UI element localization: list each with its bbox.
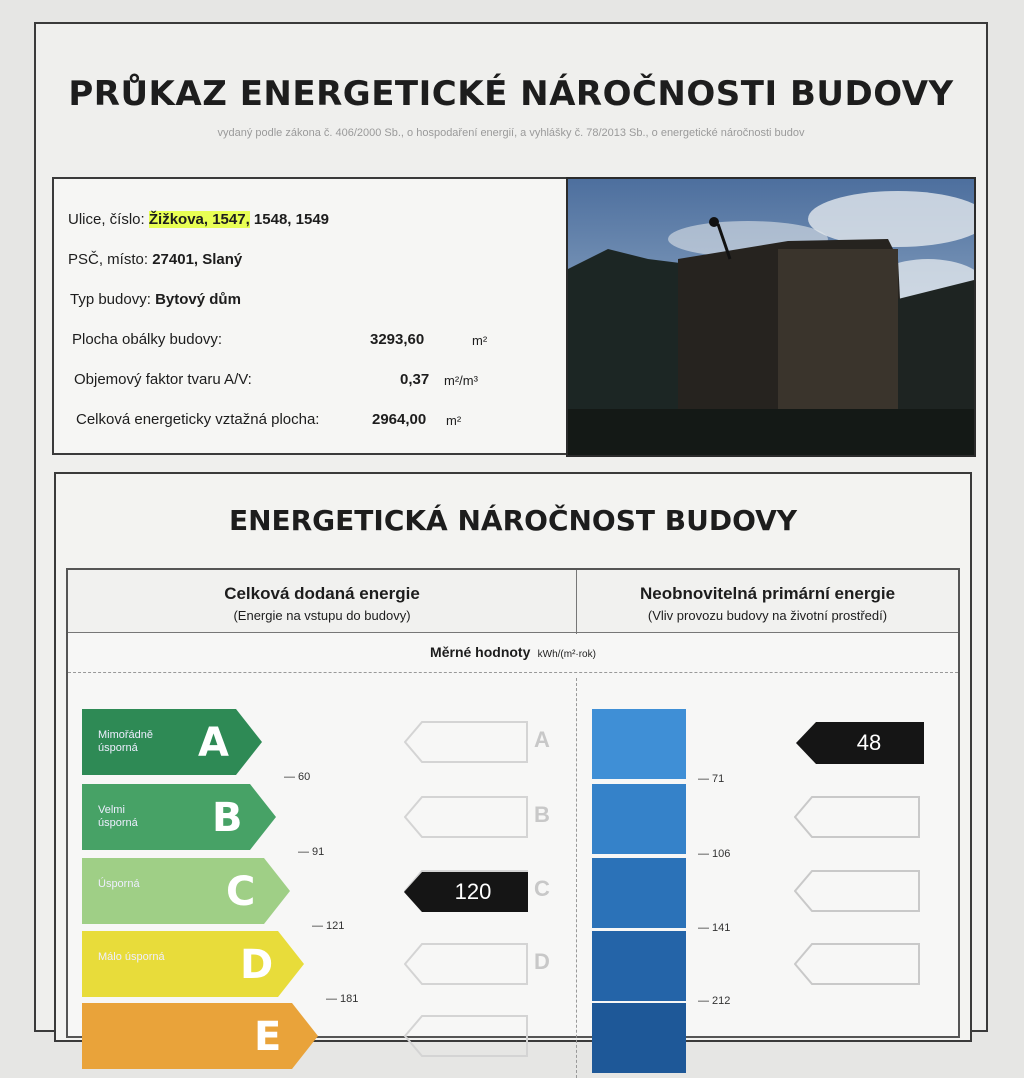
header-divider (576, 570, 577, 634)
street-label: Ulice, číslo: (68, 211, 145, 228)
building-info-box (52, 177, 974, 455)
factor-label: Objemový faktor tvaru A/V: (74, 371, 252, 388)
factor-value: 0,37 (400, 371, 430, 388)
class-letter-e: E (254, 1014, 282, 1060)
primary-energy-header (577, 570, 958, 632)
class-description-b: Velmi úsporná (98, 804, 138, 829)
measure-row (68, 644, 958, 660)
type-row (70, 291, 241, 308)
psc-label: PSČ, místo: (68, 251, 149, 268)
primary-energy-bar-b (592, 784, 686, 854)
column-divider (576, 678, 577, 1078)
certificate-title: PRŮKAZ ENERGETICKÉ NÁROČNOSTI BUDOVY (68, 74, 954, 114)
delivered-energy-value: 120 (454, 879, 492, 904)
energy-performance-panel (54, 472, 972, 1060)
header-underline (68, 632, 958, 633)
delivered-threshold-label: — 60 (284, 771, 311, 783)
primary-energy-subtitle: (Vliv provozu budovy na životní prostředí) (647, 608, 888, 623)
energy-panel-title: ENERGETICKÁ NÁROČNOST BUDOVY (228, 504, 798, 537)
delivered-energy-title: Celková dodaná energie (224, 584, 420, 603)
class-arrow-d (82, 931, 308, 997)
primary-marker-slot-b (794, 796, 920, 838)
primary-energy-value: 48 (856, 730, 882, 755)
psc-row (68, 251, 242, 268)
measure-unit: kWh/(m²·rok) (537, 649, 596, 660)
building-photo (566, 177, 976, 457)
primary-marker-slot-d (794, 943, 920, 985)
ref-area-label: Celková energeticky vztažná plocha: (76, 411, 320, 428)
delivered-marker-slot-e (404, 1015, 528, 1057)
energy-columns (66, 568, 960, 1060)
class-letter-a: A (198, 720, 229, 766)
primary-threshold-label: — 141 (698, 922, 731, 934)
class-description-d: Málo úsporná (98, 951, 165, 963)
primary-marker-slot-c (794, 870, 920, 912)
class-description-c: Úsporná (98, 878, 140, 890)
street-value-rest: 1548, 1549 (249, 211, 330, 228)
ref-area-unit: m² (446, 413, 462, 428)
psc-value: 27401, Slaný (152, 251, 243, 268)
factor-unit: m²/m³ (444, 373, 478, 388)
energy-certificate (34, 22, 988, 1060)
primary-energy-bar-e (592, 1003, 686, 1073)
primary-energy-bar-c (592, 858, 686, 928)
primary-energy-bar-a (592, 709, 686, 779)
certificate-subtitle: vydaný podle zákona č. 406/2000 Sb., o hospodaření energií, a vyhlášky č. 78/2013 Sb., o energetické náročnosti budov (217, 127, 805, 139)
delivered-threshold-label: — 91 (298, 846, 325, 858)
delivered-marker-slot-d (404, 943, 528, 985)
area-label: Plocha obálky budovy: (72, 331, 223, 348)
area-unit: m² (472, 333, 488, 348)
class-letter-d: D (240, 942, 274, 988)
delivered-threshold-label: — 181 (326, 993, 359, 1005)
delivered-marker-slot-b (404, 796, 528, 838)
primary-threshold-label: — 106 (698, 848, 731, 860)
class-letter-b: B (212, 795, 243, 841)
primary-energy-bar-d (592, 931, 686, 1001)
street-value-highlighted: Žižkova, 1547, (148, 211, 250, 228)
delivered-class-letter-c: C (534, 876, 550, 901)
class-description-a: Mimořádně úsporná (98, 729, 154, 754)
primary-threshold-label: — 71 (698, 773, 725, 785)
delivered-energy-header (68, 570, 576, 632)
delivered-threshold-label: — 121 (312, 920, 345, 932)
delivered-class-letter-a: A (534, 727, 550, 752)
area-value: 3293,60 (370, 331, 425, 348)
measure-label: Měrné hodnoty (430, 644, 531, 660)
delivered-class-letter-b: B (534, 802, 550, 827)
delivered-energy-subtitle: (Energie na vstupu do budovy) (233, 608, 411, 623)
class-arrow-e (82, 1003, 322, 1069)
delivered-class-letter-d: D (534, 949, 550, 974)
measure-divider (68, 672, 958, 673)
type-label: Typ budovy: (70, 291, 151, 308)
class-letter-c: C (226, 869, 256, 915)
street-row (68, 211, 329, 228)
class-arrow-c (82, 858, 294, 924)
delivered-marker-slot-a (404, 721, 528, 763)
type-value: Bytový dům (155, 291, 241, 308)
primary-energy-title: Neobnovitelná primární energie (639, 584, 896, 603)
ref-area-value: 2964,00 (372, 411, 427, 428)
primary-threshold-label: — 212 (698, 995, 731, 1007)
